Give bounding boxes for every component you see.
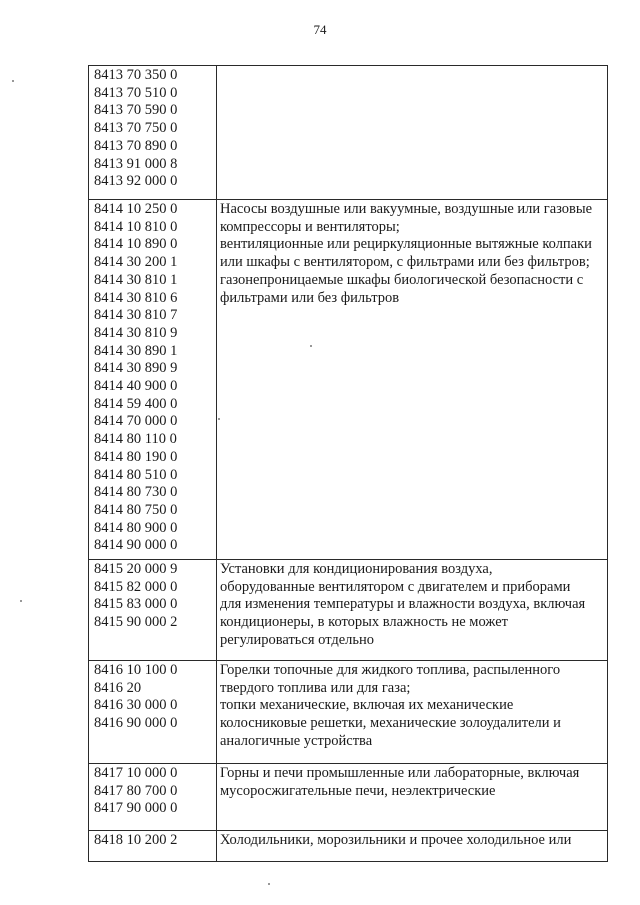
page-number: 74 [313, 22, 327, 37]
code-line: 8415 20 000 9 [94, 561, 178, 577]
description-line: Насосы воздушные или вакуумные, воздушные или газовые [220, 201, 593, 217]
table-row [89, 831, 608, 862]
code-line: 8415 83 000 0 [94, 596, 178, 613]
code-line: 8413 70 350 0 [94, 67, 178, 83]
scan-speck [12, 80, 14, 82]
code-line: 8414 30 810 9 [94, 324, 178, 341]
tnved-code-table [88, 65, 608, 862]
description-line: Горелки топочные для жидкого топлива, распыленного [220, 662, 561, 678]
description-line: кондиционеры, в которых влажность не может [220, 614, 508, 631]
code-line: 8414 80 730 0 [94, 484, 178, 501]
table-row [89, 560, 608, 661]
code-line: 8418 10 200 2 [94, 832, 178, 848]
description-line: колосниковые решетки, механические золоудалители и [220, 715, 561, 732]
code-line: 8414 30 810 7 [94, 307, 178, 324]
code-line: 8415 90 000 2 [94, 614, 178, 631]
description-line: твердого топлива или для газа; [220, 679, 411, 696]
code-line: 8413 92 000 0 [94, 173, 178, 190]
code-cell [89, 66, 217, 200]
scan-speck [218, 418, 220, 420]
code-line: 8414 30 890 9 [94, 360, 178, 377]
code-cell [89, 831, 217, 862]
code-line: 8416 20 [94, 679, 142, 696]
table-row [89, 200, 608, 560]
description-line: оборудованные вентилятором с двигателем и приборами [220, 578, 571, 595]
code-line: 8413 70 510 0 [94, 84, 178, 101]
description-line: Холодильники, морозильники и прочее холодильное или [220, 832, 572, 848]
code-line: 8414 30 200 1 [94, 254, 178, 271]
description-line: фильтрами или без фильтров [220, 289, 400, 306]
code-line: 8414 90 000 0 [94, 537, 178, 554]
table-row [89, 66, 608, 200]
code-line: 8417 10 000 0 [94, 765, 178, 781]
code-cell [89, 560, 217, 661]
code-line: 8414 10 810 0 [94, 218, 178, 235]
code-line: 8414 10 250 0 [94, 201, 178, 217]
description-line: для изменения температуры и влажности воздуха, включая [220, 596, 586, 613]
code-line: 8414 80 900 0 [94, 519, 178, 536]
code-line: 8414 80 510 0 [94, 466, 178, 483]
description-line: мусоросжигательные печи, неэлектрические [220, 782, 496, 799]
description-cell [217, 66, 608, 200]
description-cell [217, 764, 608, 831]
description-line: Установки для кондиционирования воздуха, [220, 561, 493, 577]
code-line: 8414 40 900 0 [94, 378, 178, 395]
description-cell [217, 200, 608, 560]
code-line: 8414 70 000 0 [94, 413, 178, 430]
scan-speck [268, 883, 270, 885]
code-line: 8417 90 000 0 [94, 800, 178, 817]
code-line: 8416 30 000 0 [94, 697, 178, 714]
description-cell [217, 661, 608, 764]
description-line: аналогичные устройства [220, 732, 373, 749]
description-line: вентиляционные или рециркуляционные вытяжные колпаки [220, 236, 592, 253]
code-line: 8414 80 750 0 [94, 501, 178, 518]
code-line: 8414 30 890 1 [94, 342, 178, 359]
code-cell [89, 764, 217, 831]
description-cell [217, 831, 608, 862]
description-cell [217, 560, 608, 661]
code-line: 8416 10 100 0 [94, 662, 178, 678]
code-line: 8416 90 000 0 [94, 715, 178, 732]
code-line: 8414 80 190 0 [94, 448, 178, 465]
description-line: Горны и печи промышленные или лабораторные, включая [220, 765, 580, 781]
code-line: 8417 80 700 0 [94, 782, 178, 799]
code-line: 8413 91 000 8 [94, 155, 178, 172]
code-line: 8413 70 890 0 [94, 137, 178, 154]
scan-speck [310, 345, 312, 347]
code-line: 8414 10 890 0 [94, 236, 178, 253]
scan-speck [20, 600, 22, 602]
code-line: 8415 82 000 0 [94, 578, 178, 595]
code-line: 8414 59 400 0 [94, 395, 178, 412]
code-cell [89, 200, 217, 560]
code-line: 8413 70 750 0 [94, 120, 178, 137]
table-row [89, 764, 608, 831]
code-line: 8413 70 590 0 [94, 102, 178, 119]
code-line: 8414 30 810 1 [94, 271, 178, 288]
description-line: регулироваться отдельно [220, 631, 375, 648]
description-line: или шкафы с вентилятором, с фильтрами или без фильтров; [220, 254, 590, 271]
table-row [89, 661, 608, 764]
code-cell [89, 661, 217, 764]
description-line: газонепроницаемые шкафы биологической безопасности с [220, 271, 584, 288]
code-line: 8414 80 110 0 [94, 431, 177, 448]
code-line: 8414 30 810 6 [94, 289, 178, 306]
description-line: компрессоры и вентиляторы; [220, 218, 400, 235]
description-line: топки механические, включая их механические [220, 697, 514, 714]
